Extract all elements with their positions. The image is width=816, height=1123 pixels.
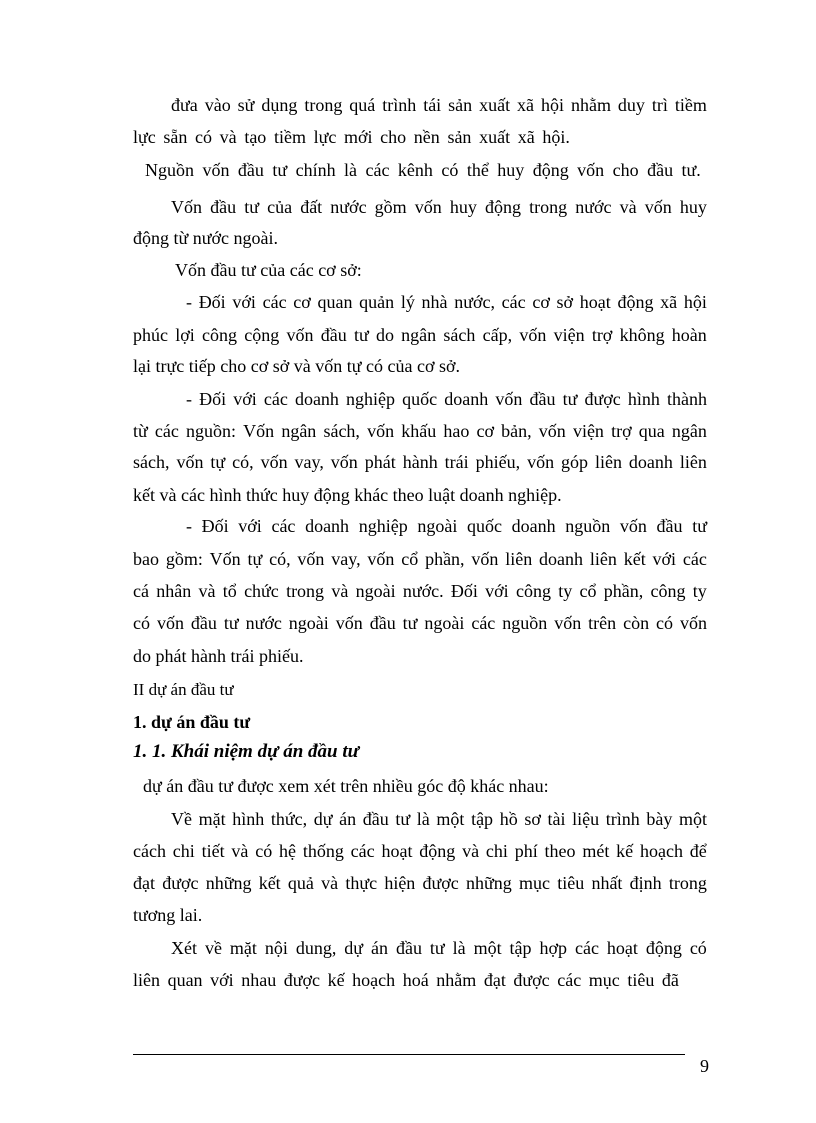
- text-line: đưa vào sử dụng trong quá trình tái sản xuất xã hội nhằm duy trì tiềm: [171, 95, 707, 115]
- section-heading: II dự án đầu tư: [133, 680, 234, 699]
- subsubsection-heading: 1. 1. Khái niệm dự án đầu tư: [133, 741, 360, 762]
- text-line: có vốn đầu tư nước ngoài vốn đầu tư ngoài các nguồn vốn trên còn có vốn: [133, 613, 707, 633]
- text-line: từ các nguồn: Vốn ngân sách, vốn khấu hao cơ bản, vốn viện trợ qua ngân: [133, 421, 707, 441]
- text-line: sách, vốn tự có, vốn vay, vốn phát hành trái phiếu, vốn góp liên doanh liên: [133, 452, 707, 472]
- text-line: - Đối với các cơ quan quản lý nhà nước, các cơ sở hoạt động xã hội: [186, 292, 707, 312]
- text-line: Vốn đầu tư của đất nước gồm vốn huy động trong nước và vốn huy: [171, 197, 707, 217]
- text-line: - Đối với các doanh nghiệp ngoài quốc doanh nguồn vốn đầu tư: [186, 516, 707, 536]
- text-line: động từ nước ngoài.: [133, 228, 279, 248]
- text-line: - Đối với các doanh nghiệp quốc doanh vốn đầu tư được hình thành: [186, 389, 707, 409]
- text-line: do phát hành trái phiếu.: [133, 646, 304, 666]
- text-line: lại trực tiếp cho cơ sở và vốn tự có của cơ sở.: [133, 356, 460, 376]
- text-line: phúc lợi công cộng vốn đầu tư do ngân sách cấp, vốn viện trợ không hoàn: [133, 325, 707, 345]
- page-number: 9: [700, 1056, 709, 1076]
- text-line: bao gồm: Vốn tự có, vốn vay, vốn cổ phần, vốn liên doanh liên kết với các: [133, 549, 707, 569]
- text-line: đạt được những kết quả và thực hiện được những mục tiêu nhất định trong: [133, 873, 707, 893]
- text-line: kết và các hình thức huy động khác theo luật doanh nghiệp.: [133, 485, 562, 505]
- text-line: liên quan với nhau được kế hoạch hoá nhằm đạt được các mục tiêu đã: [133, 970, 679, 990]
- text-line: tương lai.: [133, 905, 203, 925]
- text-line: Về mặt hình thức, dự án đầu tư là một tập hồ sơ tài liệu trình bày một: [171, 809, 707, 829]
- subsection-heading: 1. dự án đầu tư: [133, 712, 251, 732]
- text-line: lực sẵn có và tạo tiềm lực mới cho nền sản xuất xã hội.: [133, 127, 570, 147]
- footer-rule: [133, 1054, 685, 1055]
- text-line: cách chi tiết và có hệ thống các hoạt động và chi phí theo mét kế hoạch để: [133, 841, 707, 861]
- text-line: Xét về mặt nội dung, dự án đầu tư là một tập hợp các hoạt động có: [171, 938, 707, 958]
- text-line: Nguồn vốn đầu tư chính là các kênh có thể huy động vốn cho đầu tư.: [145, 160, 701, 180]
- text-line: cá nhân và tổ chức trong và ngoài nước. Đối với công ty cổ phần, công ty: [133, 581, 707, 601]
- text-line: dự án đầu tư được xem xét trên nhiều góc độ khác nhau:: [143, 776, 549, 796]
- text-line: Vốn đầu tư của các cơ sở:: [175, 260, 362, 280]
